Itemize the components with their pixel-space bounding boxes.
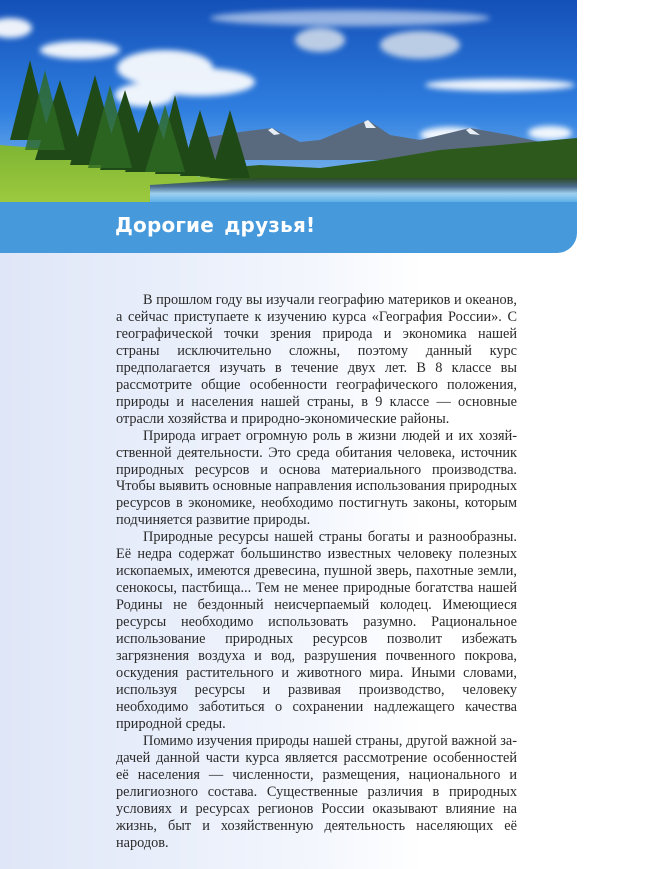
paragraph: Помимо изучения природы нашей страны, другой важной задачей данной части курса является рассмотрение особенностей её населения — численности, размещения, национального и религиозного состава. Существенные различия в природных условиях и ресурсах регионов России оказывают влияние на жизнь, быт и хозяйственную деятельность населяющих её народов. xyxy=(116,732,517,851)
intro-text xyxy=(116,292,517,851)
title-banner xyxy=(0,202,577,253)
paragraph: Природа играет огромную роль в жизни людей и их хозяйственной деятельности. Это среда обитания человека, источник природных ресурсов и основа материального производства. Чтобы выявить основные направления использования природных ресурсов в экономике, необходимо постигнуть законы, которым подчиняется развитие природы. xyxy=(116,427,518,529)
landscape-illustration xyxy=(0,0,577,202)
header-photo xyxy=(0,0,577,202)
page-title: Дорогие друзья! xyxy=(115,213,316,237)
paragraph: Природные ресурсы нашей страны богаты и разнообразны. Её недра содержат большинство известных человеку полезных ископаемых, имеются древесина, пушной зверь, пахотные земли, сенокосы, пастбища... Тем не менее природные богатства нашей Родины не бездонный неисчерпаемый колодец. Имеющиеся ресурсы необходимо использовать разумно. Рациональное использование природных ресурсов позволит избежать загрязнения воздуха и вод, разрушения почвенного покрова, оскудения растительного и животного мира. Иными словами, используя ресурсы и развивая производство, человеку необходимо заботиться о сохранении надлежащего качества природной среды. xyxy=(116,529,517,732)
paragraph: В прошлом году вы изучали географию материков и океанов, а сейчас приступаете к изучению курса «География России». С географической точки зрения природа и экономика нашей страны исключительно сложны, поэтому данный курс предполагается изучать в течение двух лет. В 8 классе вы рассмотрите общие особенности географического положения, природы и населения нашей страны, в 9 классе — основные отрасли хозяйства и природно-экономические районы. xyxy=(116,292,517,427)
